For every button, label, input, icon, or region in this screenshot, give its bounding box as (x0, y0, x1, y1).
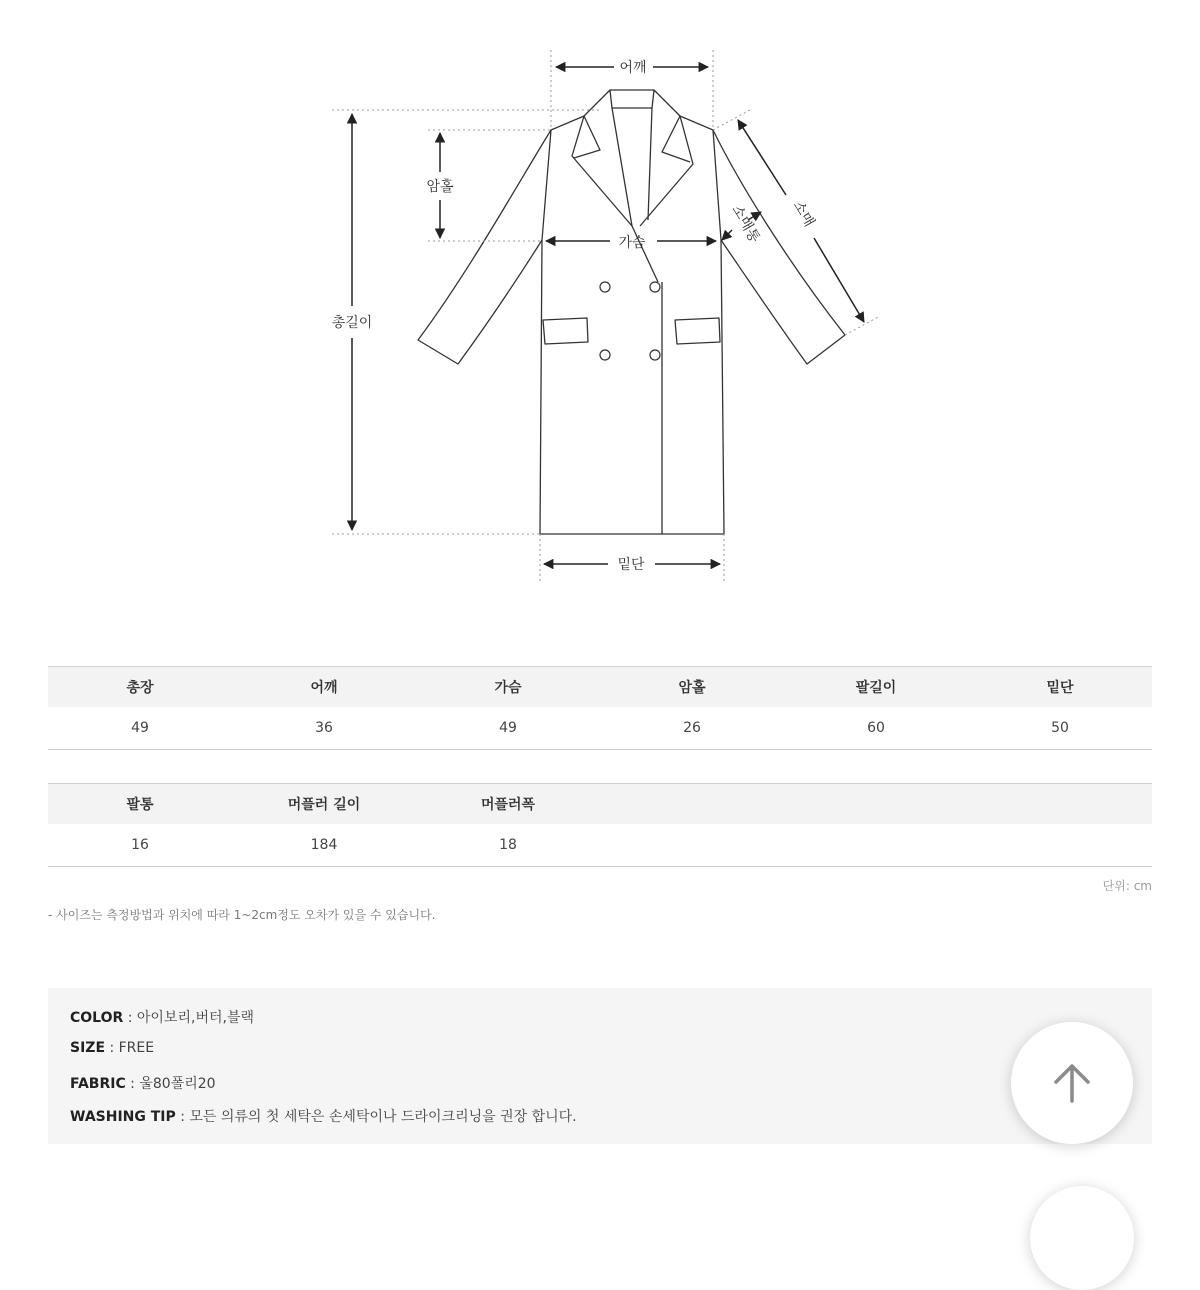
fabric-value: : 울80폴리20 (125, 1076, 216, 1092)
header-cell (784, 784, 968, 825)
table-header-row (48, 667, 1152, 708)
value-cell: 184 (310, 837, 338, 853)
header-cell: 팔통 (48, 784, 232, 825)
header-cell: 밑단 (968, 667, 1152, 708)
hem-label: 밑단 (617, 557, 645, 573)
value-cell: 18 (499, 837, 517, 853)
size-info (70, 1040, 154, 1056)
total-length-label: 총길이 (331, 315, 373, 331)
value-cell: 49 (499, 720, 517, 736)
header-cell: 암홀 (600, 667, 784, 708)
armhole-label: 암홀 (426, 179, 454, 195)
size-label: SIZE (70, 1040, 106, 1056)
sleeve-width-label: 소매통 (728, 202, 763, 246)
shoulder-label: 어깨 (619, 60, 647, 76)
unit-note: 단위: cm (1102, 879, 1152, 893)
floating-button-partial[interactable] (1030, 1186, 1134, 1290)
header-cell: 총장 (48, 667, 232, 708)
product-info-box (48, 988, 1152, 1144)
table-row (48, 707, 1152, 750)
coat-outline (418, 90, 845, 534)
value-cell: 60 (867, 720, 885, 736)
value-cell (784, 824, 968, 867)
header-cell: 머플러폭 (416, 784, 600, 825)
color-info (70, 1007, 254, 1027)
header-cell (600, 784, 784, 825)
color-label: COLOR (70, 1010, 124, 1026)
header-cell: 머플러 길이 (232, 784, 416, 825)
coat-measurement-diagram (0, 0, 1200, 600)
size-disclaimer: - 사이즈는 측정방법과 위치에 따라 1~2cm정도 오차가 있을 수 있습니다. (48, 908, 436, 922)
size-table-main (48, 666, 1152, 750)
table-header-row (48, 784, 1152, 825)
header-cell (968, 784, 1152, 825)
header-cell: 팔길이 (784, 667, 968, 708)
sleeve-label: 소매 (789, 198, 818, 230)
arrow-up-icon (1050, 1061, 1094, 1105)
header-cell: 가슴 (416, 667, 600, 708)
header-cell: 어깨 (232, 667, 416, 708)
color-value: : 아이보리,버터,블랙 (123, 1010, 254, 1026)
scroll-to-top-button[interactable] (1011, 1022, 1133, 1144)
value-cell: 50 (1051, 720, 1069, 736)
size-value: : FREE (105, 1040, 155, 1056)
value-cell: 36 (315, 720, 333, 736)
value-cell: 16 (131, 837, 149, 853)
washing-value: : 모든 의류의 첫 세탁은 손세탁이나 드라이크리닝을 권장 합니다. (175, 1109, 577, 1125)
washing-info (70, 1106, 577, 1126)
washing-label: WASHING TIP (70, 1109, 176, 1125)
value-cell: 26 (683, 720, 701, 736)
fabric-label: FABRIC (70, 1076, 126, 1092)
size-table-extra (48, 783, 1152, 867)
table-row (48, 824, 1152, 867)
value-cell (968, 824, 1152, 867)
value-cell (600, 824, 784, 867)
fabric-info (70, 1073, 216, 1093)
chest-label: 가슴 (618, 235, 646, 251)
value-cell: 49 (131, 720, 149, 736)
